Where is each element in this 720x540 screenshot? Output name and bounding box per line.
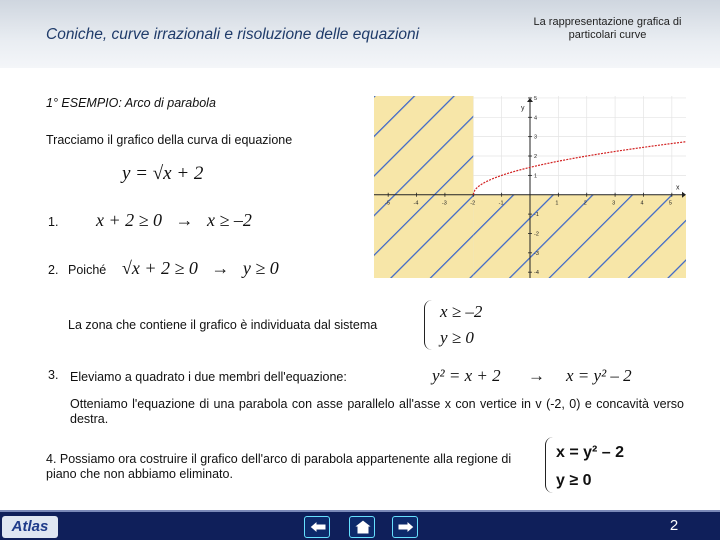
- system2-brace: [545, 437, 554, 493]
- home-button[interactable]: [349, 516, 375, 538]
- x-tick-label: 4: [640, 200, 644, 207]
- step3-arrow: →: [528, 366, 545, 385]
- system1-brace: [424, 300, 433, 350]
- x-tick-label: -5: [385, 200, 391, 207]
- y-tick-label: -2: [534, 231, 539, 238]
- prev-button[interactable]: [304, 516, 330, 538]
- y-tick-label: 3: [534, 134, 538, 141]
- x-tick-label: 3: [612, 200, 616, 207]
- intro-text: Tracciamo il grafico della curva di equazione: [46, 133, 293, 147]
- graph-panel: [374, 96, 686, 278]
- step2-math: √x + 2 ≥ 0 → y ≥ 0: [122, 258, 279, 278]
- arrow-right-icon: [396, 519, 416, 535]
- header-band: [0, 0, 720, 68]
- arrow-left-icon: [308, 519, 328, 535]
- curve-equation: y = √x + 2: [122, 163, 204, 184]
- x-tick-label: 2: [583, 200, 587, 207]
- x-tick-label: -2: [470, 200, 476, 207]
- x-tick-label: -3: [441, 200, 447, 207]
- y-tick-label: 2: [534, 154, 538, 161]
- y-tick-label: -3: [534, 250, 539, 257]
- y-tick-label: -1: [534, 212, 539, 219]
- system2-line2: y ≥ 0: [556, 472, 592, 489]
- y-tick-label: 4: [534, 115, 538, 122]
- system1-line2: y ≥ 0: [440, 328, 474, 347]
- chapter-title: Coniche, curve irrazionali e risoluzione delle equazioni: [46, 26, 420, 43]
- x-tick-label: -1: [498, 200, 504, 207]
- parabola-text: Otteniamo l'equazione di una parabola con asse parallelo all'asse x con vertice in v (-2, 0) e concavità verso destra.: [70, 397, 684, 426]
- page-number: 2: [669, 517, 679, 534]
- example-heading: 1° ESEMPIO: Arco di parabola: [46, 96, 216, 110]
- y-tick-label: 5: [534, 96, 538, 102]
- step3-math-right: x = y² – 2: [566, 366, 632, 385]
- x-tick-label: 5: [668, 200, 672, 207]
- region-text: La zona che contiene il grafico è individuata dal sistema: [68, 318, 378, 332]
- x-axis-label: x: [676, 184, 680, 192]
- atlas-logo: Atlas: [2, 516, 58, 538]
- y-tick-label: -4: [534, 270, 539, 277]
- parabola-arc-chart: [374, 96, 686, 278]
- y-axis-label: y: [521, 105, 525, 112]
- step3-math-left: y² = x + 2: [432, 366, 501, 385]
- system2-line1: x = y² – 2: [556, 444, 625, 461]
- step3-number: 3.: [48, 368, 59, 382]
- y-tick-label: 1: [534, 173, 538, 180]
- system1-line1: x ≥ –2: [440, 302, 483, 321]
- step1-number: 1.: [48, 215, 59, 229]
- step4-text: 4. Possiamo ora costruire il grafico dell'arco di parabola appartenente alla regione di piano che non abbiamo eliminato.: [46, 452, 512, 481]
- step2-number: 2.: [48, 263, 59, 277]
- next-button[interactable]: [392, 516, 418, 538]
- step1-math: x + 2 ≥ 0 → x ≥ –2: [96, 210, 252, 230]
- home-icon: [353, 519, 373, 535]
- x-tick-label: -4: [413, 200, 419, 207]
- excluded-region-left: [374, 96, 476, 278]
- section-title: La rappresentazione grafica di particolari curve: [533, 16, 682, 41]
- step2-text: Poiché: [68, 263, 107, 277]
- x-tick-label: 1: [555, 200, 559, 207]
- step3-text: Eleviamo a quadrato i due membri dell'equazione:: [70, 370, 347, 384]
- excluded-region-below: [473, 195, 686, 278]
